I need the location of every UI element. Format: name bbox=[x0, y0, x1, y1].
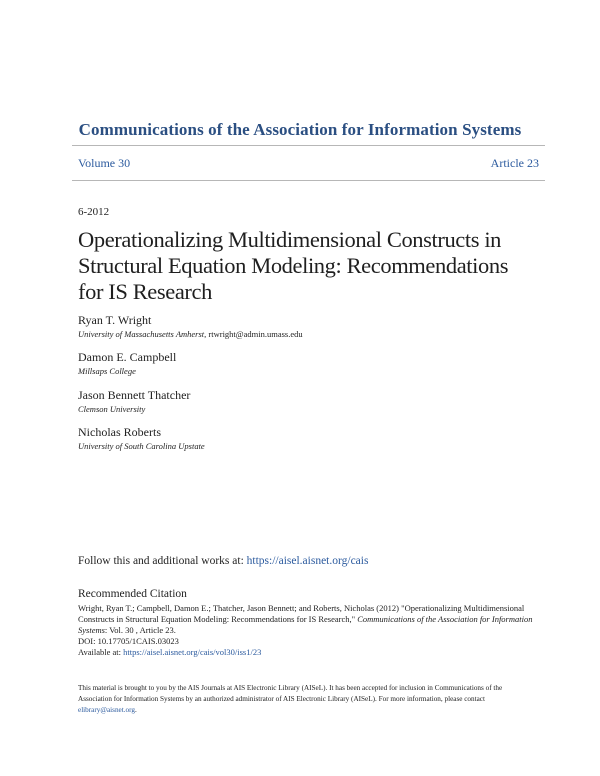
citation-text: : Vol. 30 , Article 23. bbox=[104, 625, 176, 635]
author-name: Damon E. Campbell bbox=[78, 350, 177, 364]
affiliation-text: University of Massachusetts Amherst bbox=[78, 329, 205, 339]
available-label: Available at: bbox=[78, 647, 124, 657]
follow-line bbox=[78, 555, 368, 567]
author-affiliation: Clemson University bbox=[78, 404, 146, 414]
author-3 bbox=[78, 388, 190, 415]
article-url-link[interactable]: https://aisel.aisnet.org/cais/vol30/iss1/23 bbox=[123, 647, 262, 657]
citation-line: Wright, Ryan T.; Campbell, Damon E.; Thatcher, Jason Bennett; and Roberts, Nicholas (2012) "Operationalizing Multidimensional bbox=[78, 603, 525, 613]
recommended-citation-heading: Recommended Citation bbox=[78, 588, 187, 600]
follow-text: Follow this and additional works at: bbox=[78, 555, 247, 567]
footer-line: This material is brought to you by the AIS Journals at AIS Electronic Library (AISeL). It has been accepted for inclusion in Communications of the bbox=[78, 684, 503, 692]
citation-available bbox=[78, 647, 540, 658]
author-affiliation bbox=[78, 328, 303, 340]
citation-line bbox=[78, 614, 540, 625]
author-name: Jason Bennett Thatcher bbox=[78, 388, 191, 402]
citation-block bbox=[78, 603, 540, 658]
volume-link[interactable]: Volume 30 bbox=[78, 156, 131, 170]
paper-title: Operationalizing Multidimensional Constructs in Structural Equation Modeling: Recommendations for IS Research bbox=[78, 227, 509, 304]
journal-title: Communications of the Association for Information Systems bbox=[78, 120, 522, 139]
publication-date: 6-2012 bbox=[78, 206, 110, 218]
footer-line bbox=[78, 705, 540, 716]
author-affiliation: University of South Carolina Upstate bbox=[78, 441, 205, 451]
citation-text: Constructs in Structural Equation Modeling: Recommendations for IS Research," bbox=[78, 614, 358, 624]
author-affiliation: Millsaps College bbox=[78, 366, 136, 376]
bottom-divider bbox=[72, 180, 545, 181]
article-link[interactable]: Article 23 bbox=[490, 156, 539, 170]
citation-line bbox=[78, 625, 540, 636]
author-name: Nicholas Roberts bbox=[78, 425, 161, 439]
footer-line: Association for Information Systems by an authorized administrator of AIS Electronic Library (AISeL). For more information, please contact bbox=[78, 695, 485, 703]
citation-doi: DOI: 10.17705/1CAIS.03023 bbox=[78, 636, 179, 646]
author-email: , rtwright@admin.umass.edu bbox=[204, 329, 303, 339]
citation-journal: Systems bbox=[78, 625, 105, 635]
contact-email-link[interactable]: elibrary@aisnet.org bbox=[78, 706, 135, 714]
author-name: Ryan T. Wright bbox=[78, 313, 152, 327]
footer-period: . bbox=[134, 706, 137, 714]
volume-article-row bbox=[78, 156, 539, 171]
footer-note bbox=[78, 683, 540, 716]
citation-journal: Communications of the Association for Information bbox=[357, 614, 533, 624]
author-2 bbox=[78, 350, 176, 377]
author-1 bbox=[78, 313, 303, 340]
top-divider bbox=[72, 145, 545, 146]
collection-link[interactable]: https://aisel.aisnet.org/cais bbox=[246, 555, 369, 567]
author-4 bbox=[78, 425, 205, 452]
